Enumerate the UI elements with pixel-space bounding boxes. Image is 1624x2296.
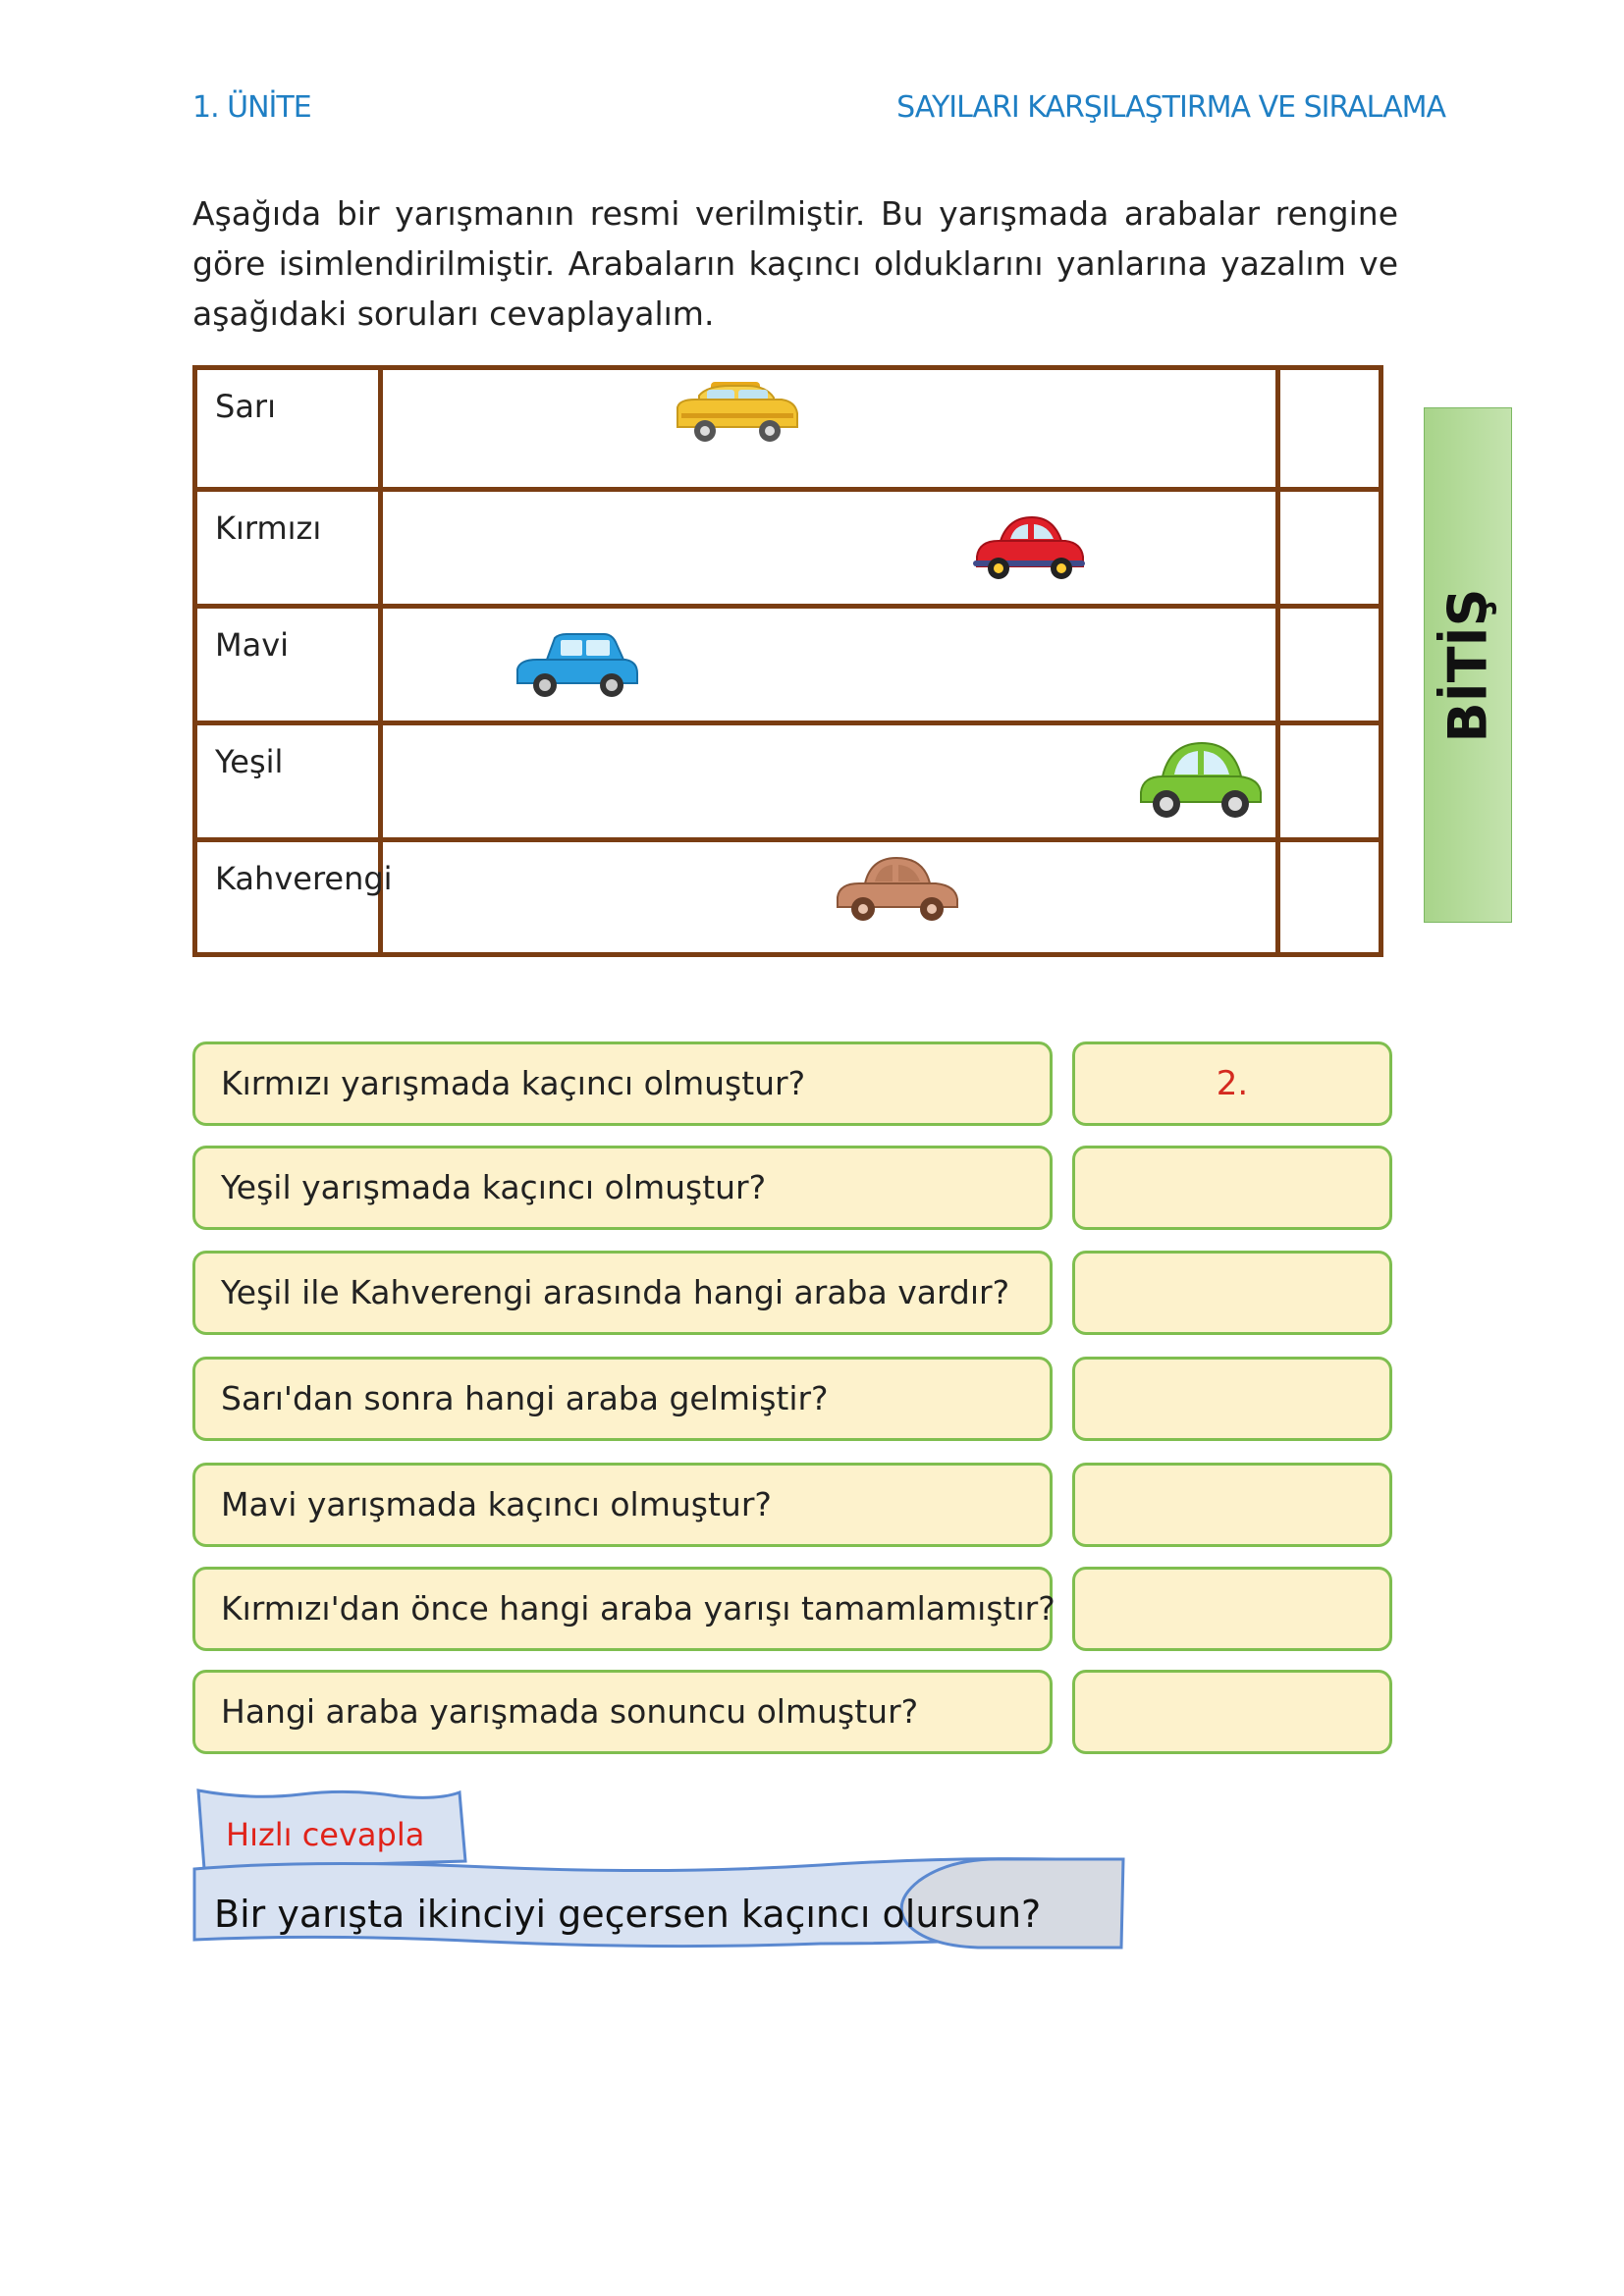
brown-car-icon bbox=[834, 850, 961, 927]
question-text: Sarı'dan sonra hangi araba gelmiştir? bbox=[221, 1379, 829, 1417]
question-row bbox=[192, 1567, 1392, 1651]
quick-answer-question: Bir yarışta ikinciyi geçersen kaçıncı olursun? bbox=[214, 1893, 1042, 1936]
yellow-taxi-icon bbox=[672, 376, 801, 451]
question-box bbox=[192, 1251, 1053, 1335]
question-row bbox=[192, 1146, 1392, 1230]
lane-name: Kırmızı bbox=[215, 509, 322, 547]
quick-answer-label: Hızlı cevapla bbox=[226, 1816, 425, 1853]
answer-text: 2. bbox=[1216, 1064, 1249, 1103]
question-text: Kırmızı'dan önce hangi araba yarışı tamamlamıştır? bbox=[221, 1589, 1056, 1628]
race-lane bbox=[197, 721, 1379, 837]
lane-name: Sarı bbox=[215, 388, 276, 425]
answer-box[interactable] bbox=[1072, 1041, 1392, 1126]
question-box bbox=[192, 1146, 1053, 1230]
race-table bbox=[192, 365, 1383, 957]
question-box bbox=[192, 1041, 1053, 1126]
race-lane bbox=[197, 604, 1379, 721]
answer-box[interactable] bbox=[1072, 1357, 1392, 1441]
green-car-icon bbox=[1137, 737, 1265, 824]
question-box bbox=[192, 1463, 1053, 1547]
lane-name: Yeşil bbox=[215, 743, 284, 780]
topic-title: SAYILARI KARŞILAŞTIRMA VE SIRALAMA bbox=[896, 90, 1445, 125]
answer-box[interactable] bbox=[1072, 1670, 1392, 1754]
question-box bbox=[192, 1567, 1056, 1651]
race-lane bbox=[197, 370, 1379, 487]
unit-label: 1. ÜNİTE bbox=[192, 90, 311, 125]
question-row bbox=[192, 1041, 1392, 1126]
question-row bbox=[192, 1251, 1392, 1335]
question-text: Yeşil ile Kahverengi arasında hangi araba vardır? bbox=[221, 1273, 1010, 1311]
question-text: Kırmızı yarışmada kaçıncı olmuştur? bbox=[221, 1064, 806, 1102]
question-row bbox=[192, 1357, 1392, 1441]
quick-answer-panel bbox=[192, 1787, 1223, 1983]
question-text: Hangi araba yarışmada sonuncu olmuştur? bbox=[221, 1692, 919, 1731]
answer-box[interactable] bbox=[1072, 1463, 1392, 1547]
question-row bbox=[192, 1670, 1392, 1754]
lane-name: Kahverengi bbox=[215, 860, 393, 897]
race-lane bbox=[197, 487, 1379, 604]
finish-label: BİTİŞ bbox=[1436, 587, 1499, 743]
question-box bbox=[192, 1670, 1053, 1754]
answer-box[interactable] bbox=[1072, 1567, 1392, 1651]
intro-text: Aşağıda bir yarışmanın resmi verilmiştir. Bu yarışmada arabalar rengine göre isimlendirilmiştir. Arabaların kaçıncı olduklarını yanlarına yazalım ve aşağıdaki soruları cevaplayalım. bbox=[192, 194, 1398, 333]
lane-name: Mavi bbox=[215, 626, 290, 664]
question-text: Mavi yarışmada kaçıncı olmuştur? bbox=[221, 1485, 772, 1523]
answer-box[interactable] bbox=[1072, 1251, 1392, 1335]
question-box bbox=[192, 1357, 1053, 1441]
finish-banner bbox=[1424, 407, 1512, 923]
race-lane bbox=[197, 837, 1379, 954]
answer-box[interactable] bbox=[1072, 1146, 1392, 1230]
question-text: Yeşil yarışmada kaçıncı olmuştur? bbox=[221, 1168, 767, 1206]
red-car-icon bbox=[971, 511, 1087, 584]
blue-car-icon bbox=[514, 628, 641, 701]
question-row bbox=[192, 1463, 1392, 1547]
